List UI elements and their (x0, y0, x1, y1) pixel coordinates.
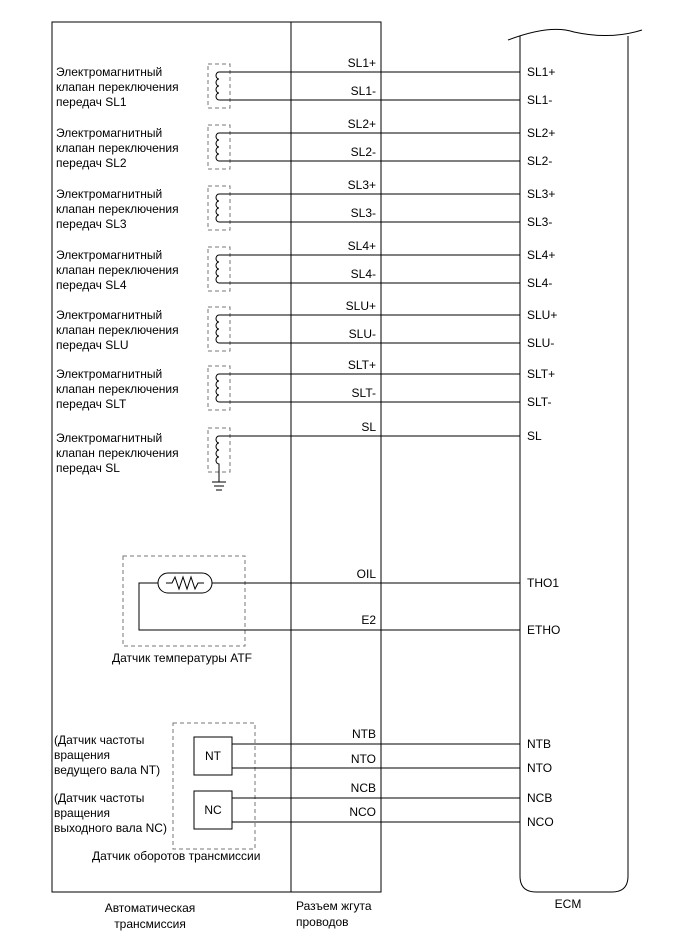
solenoid-label-line: клапан переключения (56, 263, 179, 277)
ecm-pin-nco: NCO (527, 815, 554, 829)
solenoid-label-line: клапан переключения (56, 446, 179, 460)
ecm-pin-plus: SL2+ (527, 126, 556, 140)
nc-desc-line: вращения (54, 806, 110, 820)
coil-icon (216, 255, 226, 283)
ecm-pin-minus: SLT- (527, 395, 552, 409)
solenoid-label-line: передач SL1 (56, 95, 127, 109)
nt-desc-line: (Датчик частоты (54, 733, 145, 747)
solenoid-label-line: передач SLU (56, 338, 129, 352)
connector-pin-nto: NTO (350, 752, 376, 766)
solenoid-label-line: Электромагнитный (56, 187, 163, 201)
solenoid-sl1 (56, 56, 555, 109)
connector-pin-ncb: NCB (350, 781, 376, 795)
nc-desc-line: (Датчик частоты (54, 791, 145, 805)
connector-pin-sl: SL (361, 420, 376, 434)
coil-icon (216, 133, 226, 161)
ecm-pin-etho: ETHO (527, 623, 561, 637)
atf-sensor-housing (123, 556, 245, 646)
harness-caption: Разъем жгута (296, 899, 372, 913)
ecm-pin-sl: SL (527, 429, 542, 443)
solenoid-label-line: Электромагнитный (56, 308, 163, 322)
connector-pin-e2: E2 (361, 613, 376, 627)
ecm-pin-minus: SL4- (527, 276, 553, 290)
ecm-pin-plus: SLT+ (527, 367, 556, 381)
nc-box-label: NC (204, 803, 222, 817)
speed-sensor-group-label: Датчик оборотов трансмиссии (92, 849, 261, 863)
solenoid-label-line: клапан переключения (56, 382, 179, 396)
ecm-pin-minus: SLU- (527, 336, 555, 350)
transmission-caption: трансмиссия (114, 917, 186, 931)
ecm-pin-plus: SLU+ (527, 308, 558, 322)
nt-desc-line: вращения (54, 748, 110, 762)
solenoid-label-line: клапан переключения (56, 202, 179, 216)
solenoid-label-line: Электромагнитный (56, 431, 163, 445)
atf-temperature-sensor (112, 556, 560, 665)
solenoid-label-line: передач SL3 (56, 217, 127, 231)
wire-e2 (139, 583, 520, 630)
connector-pin-minus: SL3- (350, 206, 376, 220)
ecm-pin-minus: SL1- (527, 93, 553, 107)
atf-sensor-label: Датчик температуры ATF (112, 651, 253, 665)
solenoid-label-line: Электромагнитный (56, 367, 163, 381)
nt-box-label: NT (205, 749, 221, 763)
connector-pin-minus: SLT- (351, 386, 376, 400)
connector-pin-plus: SL3+ (347, 178, 376, 192)
connector-pin-minus: SLU- (348, 327, 376, 341)
connector-pin-oil: OIL (356, 567, 376, 581)
connector-pin-ntb: NTB (352, 727, 376, 741)
solenoid-slt (56, 358, 555, 411)
solenoid-label-line: Электромагнитный (56, 248, 163, 262)
solenoid-label-line: передач SL2 (56, 156, 127, 170)
solenoid-label-line: клапан переключения (56, 80, 179, 94)
ecm-pin-ntb: NTB (527, 737, 551, 751)
coil-icon (216, 194, 226, 222)
solenoid-label-line: Электромагнитный (56, 65, 163, 79)
solenoid-sl2 (56, 117, 555, 170)
nt-desc-line: ведущего вала NT) (54, 763, 161, 777)
connector-pin-plus: SL1+ (347, 56, 376, 70)
thermistor-icon (166, 577, 204, 589)
coil-icon (216, 72, 226, 100)
coil-icon (216, 436, 226, 482)
connector-pin-minus: SL2- (350, 145, 376, 159)
solenoid-sl (56, 420, 542, 490)
ecm-pin-minus: SL3- (527, 215, 553, 229)
transmission-caption: Автоматическая (104, 901, 196, 915)
connector-pin-nco: NCO (349, 805, 376, 819)
ecm-pin-plus: SL4+ (527, 248, 556, 262)
ecm-pin-plus: SL3+ (527, 187, 556, 201)
solenoid-label-line: передач SL4 (56, 278, 127, 292)
harness-caption: проводов (296, 915, 349, 929)
ecm-pin-plus: SL1+ (527, 65, 556, 79)
solenoid-sl3 (56, 178, 555, 231)
ecm-caption: ECM (554, 897, 582, 911)
ecm-break-line (508, 29, 642, 40)
connector-pin-plus: SLU+ (345, 299, 376, 313)
speed-sensor-housing (173, 723, 255, 849)
ecm-pin-tho1: THO1 (527, 576, 560, 590)
ecm-pin-minus: SL2- (527, 154, 553, 168)
ground-icon (212, 482, 226, 490)
connector-pin-minus: SL4- (350, 267, 376, 281)
ecm-pin-nto: NTO (527, 761, 553, 775)
transmission-speed-sensors (54, 723, 554, 863)
connector-pin-plus: SL4+ (347, 239, 376, 253)
solenoid-label-line: Электромагнитный (56, 126, 163, 140)
coil-icon (216, 374, 226, 402)
solenoid-label-line: клапан переключения (56, 323, 179, 337)
connector-pin-plus: SLT+ (347, 358, 376, 372)
ecm-pin-ncb: NCB (527, 791, 553, 805)
coil-icon (216, 315, 226, 343)
solenoid-slu (56, 299, 557, 352)
nc-desc-line: выходного вала NC) (54, 821, 167, 835)
solenoid-label-line: клапан переключения (56, 141, 179, 155)
connector-pin-minus: SL1- (350, 84, 376, 98)
solenoid-label-line: передач SLT (56, 397, 127, 411)
solenoid-sl4 (56, 239, 555, 292)
connector-pin-plus: SL2+ (347, 117, 376, 131)
solenoid-label-line: передач SL (56, 461, 120, 475)
